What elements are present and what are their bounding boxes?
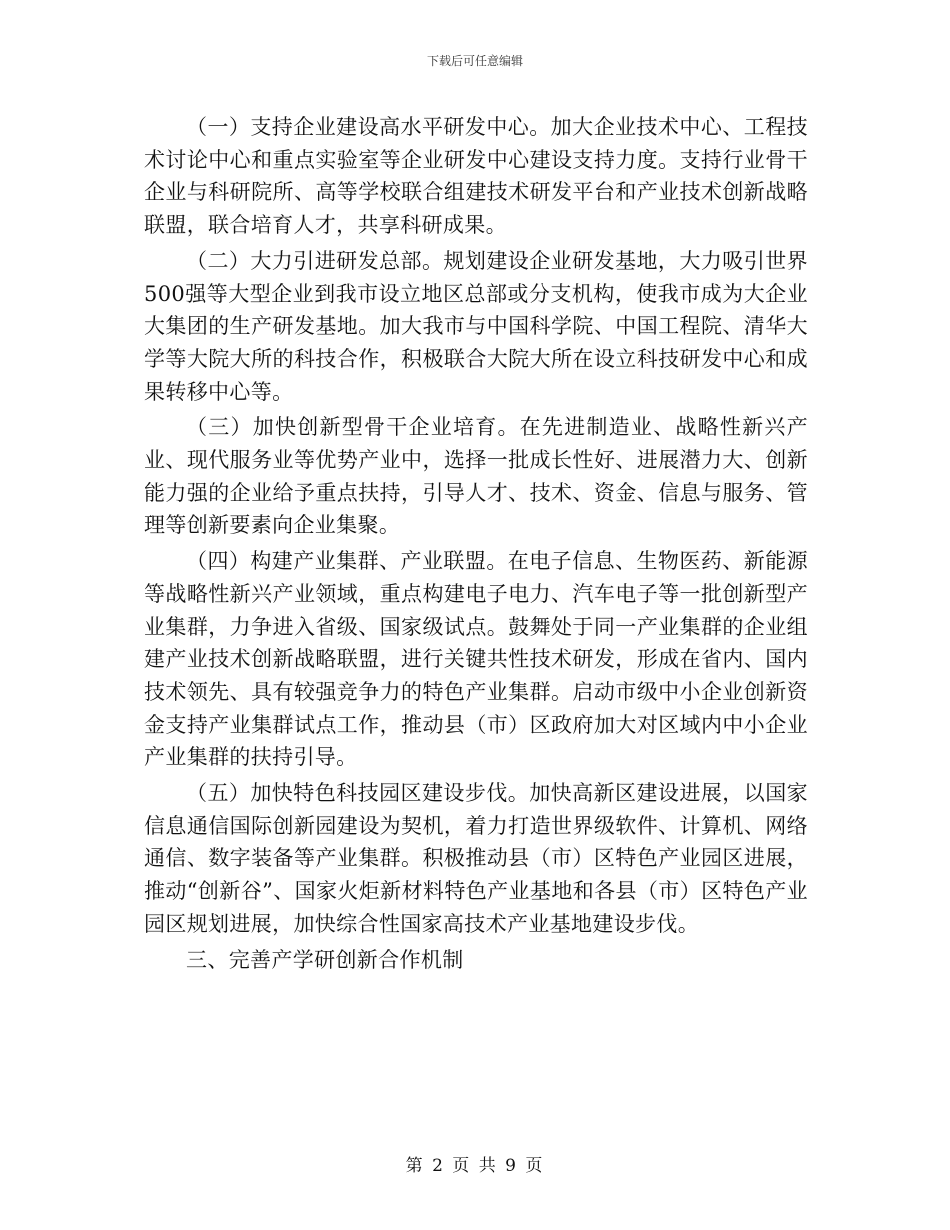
document-body	[144, 111, 808, 979]
section-heading: 三、完善产学研创新合作机制	[186, 947, 464, 972]
paragraph-5: （五）加快特色科技园区建设步伐。加快高新区建设进展，以国家信息通信国际创新园建设为契机，着力打造世界级软件、计算机、网络通信、数字装备等产业集群。积极推动县（市）区特色产业园区进展，推动“创新谷”、国家火炬新材料特色产业基地和各县（市）区特色产业园区规划进展，加快综合性国家高技术产业基地建设步伐。	[144, 781, 808, 936]
paragraph-1: （一）支持企业建设高水平研发中心。加大企业技术中心、工程技术讨论中心和重点实验室等企业研发中心建设支持力度。支持行业骨干企业与科研院所、高等学校联合组建技术研发平台和产业技术创新战略联盟，联合培育人才，共享科研成果。	[144, 115, 808, 238]
paragraph-2: （二）大力引进研发总部。规划建设企业研发基地，大力吸引世界500强等大型企业到我市设立地区总部或分支机构，使我市成为大企业大集团的生产研发基地。加大我市与中国科学院、中国工程院、清华大学等大院大所的科技合作，积极联合大院大所在设立科技研发中心和成果转移中心等。	[144, 248, 808, 404]
page-number: 第 2 页 共 9 页	[405, 1156, 545, 1176]
paragraph-3: （三）加快创新型骨干企业培育。在先进制造业、战略性新兴产业、现代服务业等优势产业中，选择一批成长性好、进展潜力大、创新能力强的企业给予重点扶持，引导人才、技术、资金、信息与服务、管理等创新要素向企业集聚。	[144, 415, 808, 538]
paragraph-4: （四）构建产业集群、产业联盟。在电子信息、生物医药、新能源等战略性新兴产业领域，重点构建电子电力、汽车电子等一批创新型产业集群，力争进入省级、国家级试点。鼓舞处于同一产业集群的企业组建产业技术创新战略联盟，进行关键共性技术研发，形成在省内、国内技术领先、具有较强竞争力的特色产业集群。启动市级中小企业创新资金支持产业集群试点工作，推动县（市）区政府加大对区域内中小企业产业集群的扶持引导。	[144, 549, 808, 770]
page-header: 下载后可任意编辑	[426, 54, 523, 68]
